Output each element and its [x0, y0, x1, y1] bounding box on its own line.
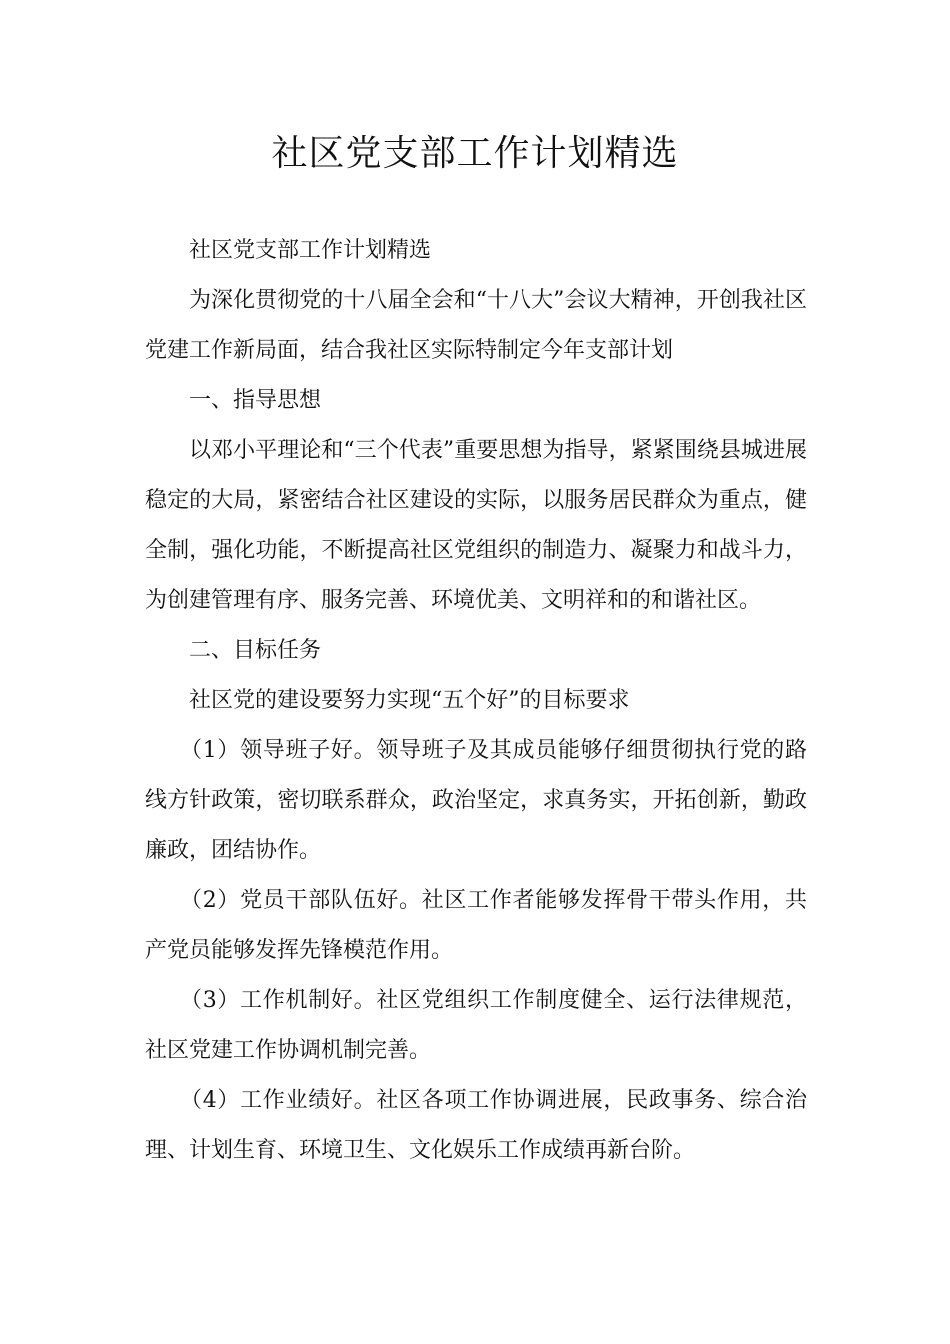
goal-item-cadre-team: （2）党员干部队伍好。社区工作者能够发挥骨干带头作用，共产党员能够发挥先锋模范作用。 [145, 888, 807, 963]
goal-item-work-performance: （4）工作业绩好。社区各项工作协调进展，民政事务、综合治理、计划生育、环境卫生、文化娱乐工作成绩再新台阶。 [145, 1088, 807, 1163]
goals-intro-paragraph: 社区党的建设要努力实现“五个好”的目标要求 [189, 688, 630, 713]
guiding-thought-paragraph: 以邓小平理论和“三个代表”重要思想为指导，紧紧围绕县城进展稳定的大局，紧密结合社区建设的实际，以服务居民群众为重点，健全制，强化功能，不断提高社区党组织的制造力、凝聚力和战斗力，为创建管理有序、服务完善、环境优美、文明祥和的和谐社区。 [145, 438, 807, 613]
section-heading-guiding-thought: 一、指导思想 [189, 388, 322, 413]
subtitle-paragraph: 社区党支部工作计划精选 [189, 238, 432, 263]
document-title: 社区党支部工作计划精选 [271, 133, 679, 174]
goal-item-work-mechanism: （3）工作机制好。社区党组织工作制度健全、运行法律规范，社区党建工作协调机制完善。 [145, 988, 807, 1063]
document-body [145, 226, 807, 1176]
section-heading-goals: 二、目标任务 [189, 638, 322, 663]
goal-item-leadership: （1）领导班子好。领导班子及其成员能够仔细贯彻执行党的路线方针政策，密切联系群众，政治坚定，求真务实，开拓创新，勤政廉政，团结协作。 [145, 738, 807, 863]
intro-paragraph: 为深化贯彻党的十八届全会和“十八大”会议大精神，开创我社区党建工作新局面，结合我社区实际特制定今年支部计划 [145, 288, 807, 363]
